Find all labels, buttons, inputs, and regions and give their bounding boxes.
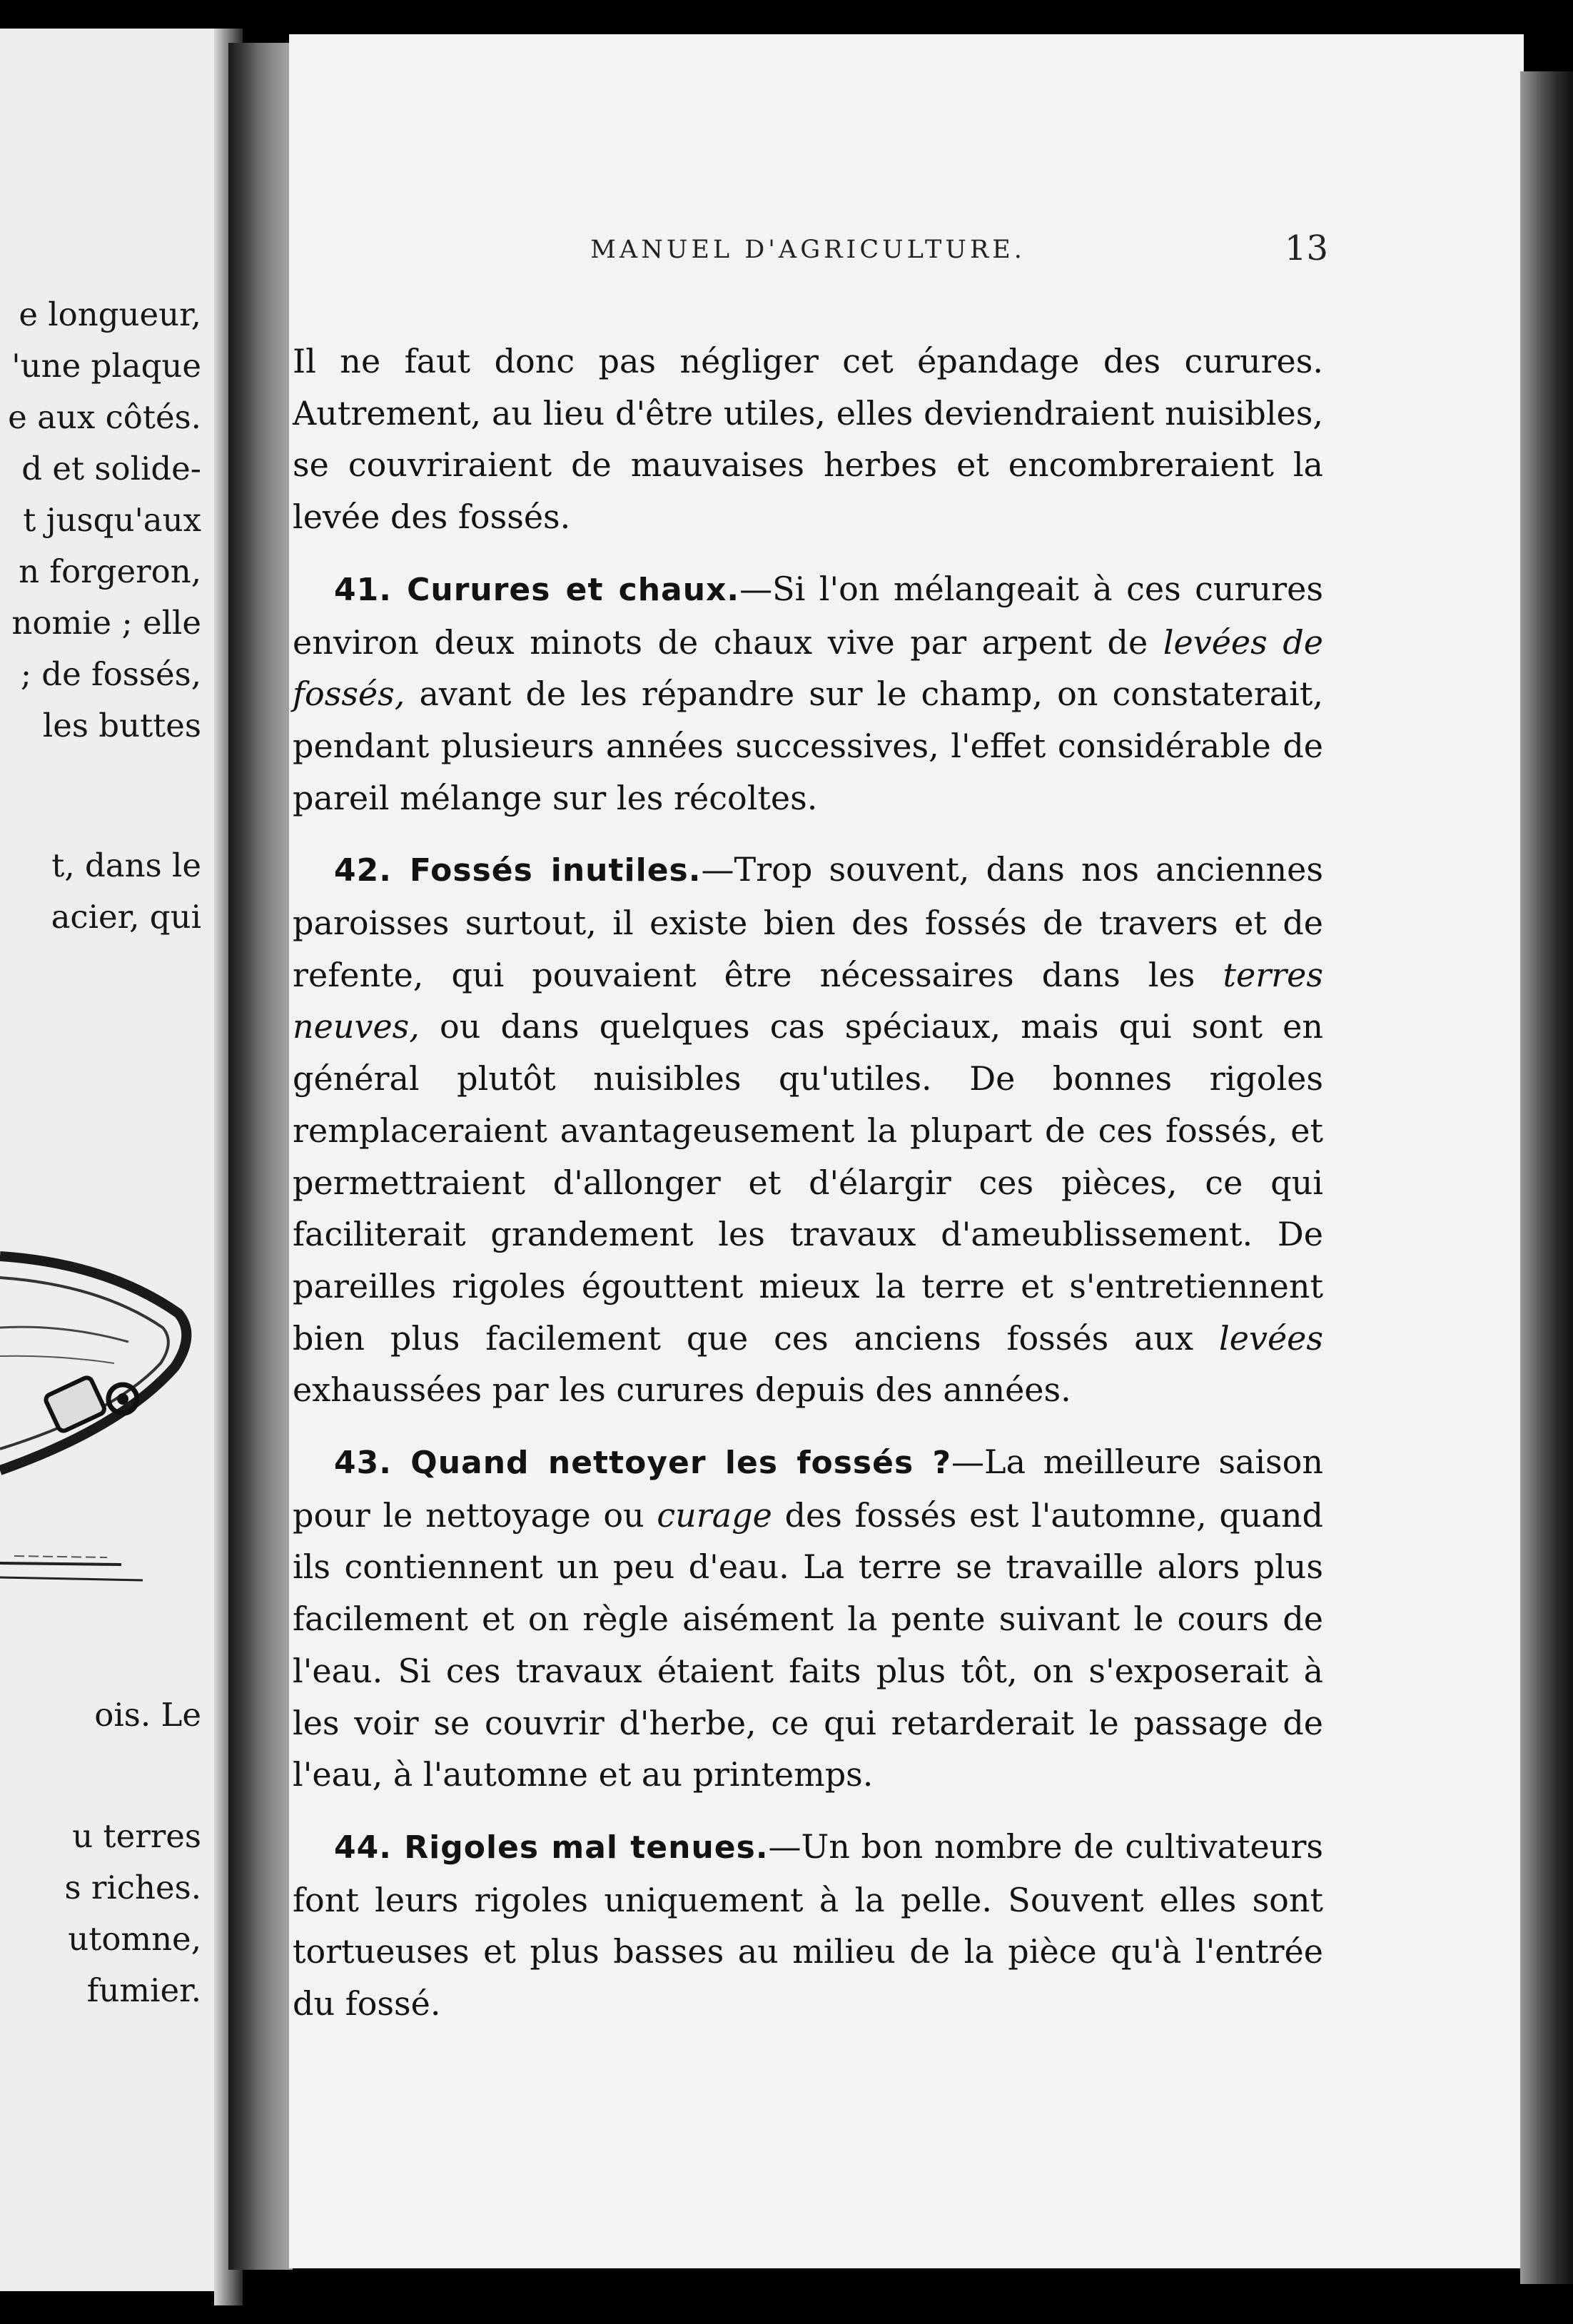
book-gutter [228, 43, 293, 2270]
section-43: 43. Quand nettoyer les fossés ?—La meilleure saison pour le nettoyage ou curage des fossés est l'automne, quand ils contiennent un peu d'eau. La terre se travaille alors plus facilement et on règle aisément la pente suivant le cours de l'eau. Si ces travaux étaient faits plus tôt, on s'exposerait à les voir se couvrir d'herbe, ce qui retarderait le passage de l'eau, à l'automne et au printemps. [293, 1443, 1323, 1794]
left-line: fumier. [86, 1971, 201, 2009]
left-line: nomie ; elle [11, 604, 201, 642]
section-heading: 44. Rigoles mal tenues. [334, 1829, 769, 1866]
left-facing-page [0, 29, 236, 2291]
left-line: utomne, [68, 1920, 201, 1958]
left-line: les buttes [42, 707, 201, 744]
section-42: 42. Fossés inutiles.—Trop souvent, dans nos anciennes paroisses surtout, il existe bien des fossés de travers et de refente, qui pouvaient être nécessaires dans les terres neuves, ou dans quelques cas spéciaux, mais qui sont en général plutôt nuisibles qu'utiles. De bonnes rigoles remplaceraient avantageusement la plupart de ces fossés, et permettraient d'allonger et d'élargir ces pièces, ce qui faciliterait grandement les travaux d'ameublissement. De pareilles rigoles égouttent mieux la terre et s'entretiennent bien plus facilement que ces anciens fossés aux levées exhaussées par les curures depuis des années. [293, 850, 1324, 1410]
paragraph-intro: Il ne faut donc pas négliger cet épandage des curures. Autrement, au lieu d'être utiles, elles deviendraient nuisibles, se couvriraient de mauvaises herbes et encombreraient la levée des fossés. [293, 342, 1323, 537]
left-line: e aux côtés. [8, 398, 201, 436]
left-line: ois. Le [94, 1696, 201, 1734]
section-heading: 43. Quand nettoyer les fossés ? [334, 1445, 952, 1482]
tool-illustration [0, 1235, 236, 1620]
page-edge-shadow [1520, 71, 1573, 2284]
page-number: 13 [1285, 228, 1329, 268]
left-line: e longueur, [19, 295, 201, 333]
section-heading: 42. Fossés inutiles. [334, 852, 702, 889]
page-body [293, 335, 1323, 2030]
section-41: 41. Curures et chaux.—Si l'on mélangeait à ces curures environ deux minots de chaux vive par arpent de levées de fossés, avant de les répandre sur le champ, on constaterait, pendant plusieurs années successives, l'effet considérable de pareil mélange sur les récoltes. [293, 569, 1324, 817]
left-line: u terres [72, 1817, 201, 1855]
left-line: 'une plaque [11, 347, 201, 385]
left-line: acier, qui [51, 898, 201, 936]
running-head: MANUEL D'AGRICULTURE. [590, 236, 1026, 264]
left-line: t jusqu'aux [23, 501, 201, 539]
section-44: 44. Rigoles mal tenues.—Un bon nombre de cultivateurs font leurs rigoles uniquement à la pelle. Souvent elles sont tortueuses et plus basses au milieu de la pièce qu'à l'entrée du fossé. [293, 1827, 1323, 2024]
left-line: ; de fossés, [20, 655, 201, 693]
left-line: n forgeron, [19, 552, 201, 590]
left-line: d et solide- [21, 450, 201, 487]
left-line: t, dans le [51, 847, 201, 884]
left-line: s riches. [64, 1869, 201, 1906]
section-heading: 41. Curures et chaux. [334, 571, 740, 608]
